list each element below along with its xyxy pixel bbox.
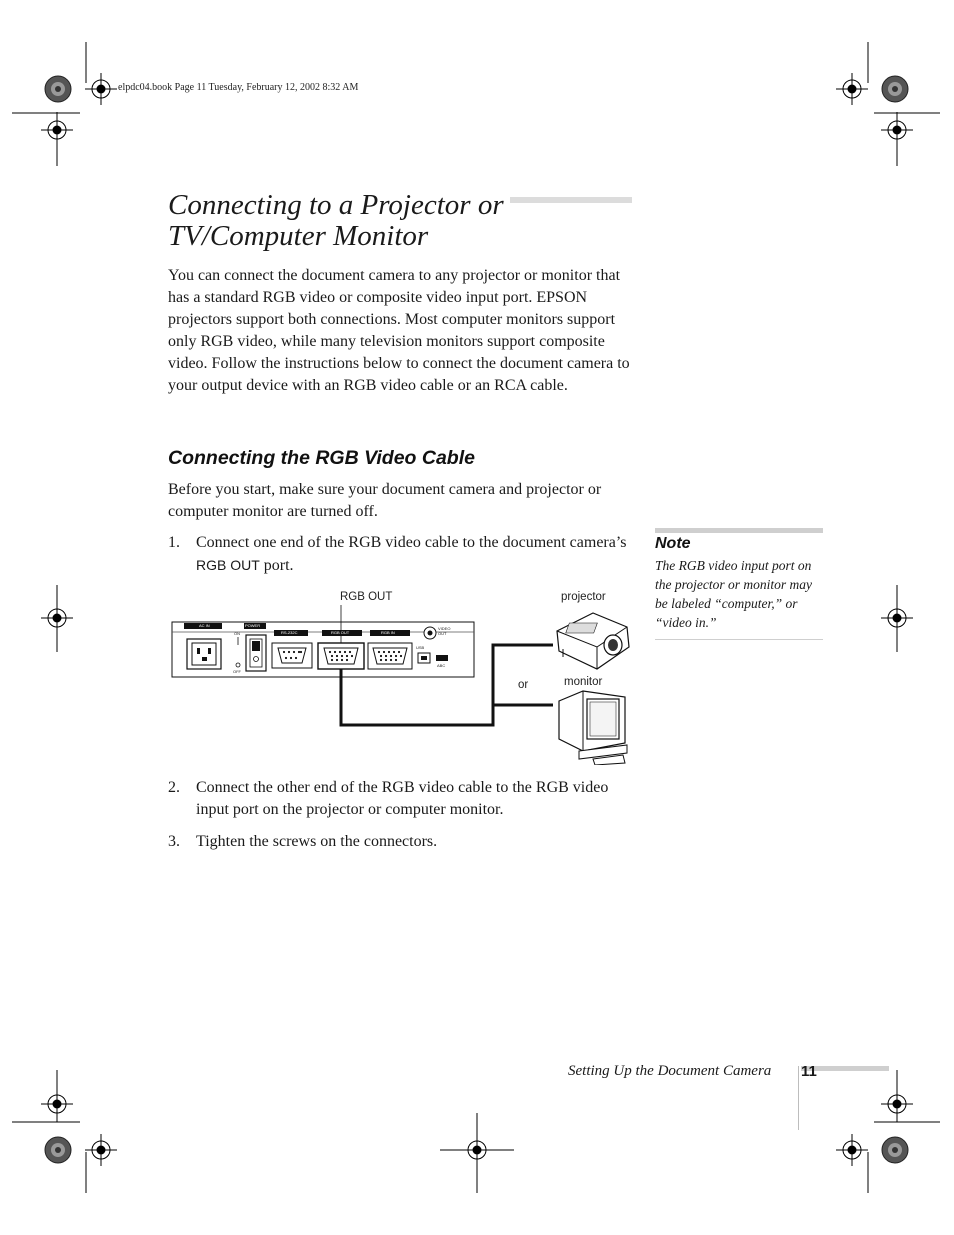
footer-rule bbox=[798, 1066, 799, 1130]
label-rgb-out: RGB OUT bbox=[340, 591, 393, 603]
label-power: POWER bbox=[245, 623, 261, 628]
label-off: OFF bbox=[233, 669, 241, 674]
note-rule bbox=[655, 639, 823, 640]
label-rs232c: RS-232C bbox=[281, 630, 298, 635]
note-bar bbox=[655, 528, 823, 533]
title-line-1: Connecting to a Projector or bbox=[168, 189, 510, 221]
label-projector: projector bbox=[561, 591, 606, 603]
print-info: elpdc04.book Page 11 Tuesday, February 12, 2002 8:32 AM bbox=[118, 82, 359, 93]
step-text: Connect one end of the RGB video cable to the document camera’s RGB OUT port. bbox=[196, 534, 627, 574]
running-footer: Setting Up the Document Camera bbox=[568, 1063, 772, 1079]
title-line-2: TV/Computer Monitor bbox=[168, 220, 429, 252]
note-title: Note bbox=[655, 535, 691, 552]
label-ac-in: AC IN bbox=[199, 623, 210, 628]
section-heading: Connecting the RGB Video Cable bbox=[168, 447, 475, 469]
label-abc: ABC bbox=[437, 663, 446, 668]
step-text: Tighten the screws on the connectors. bbox=[196, 833, 438, 850]
label-monitor: monitor bbox=[564, 676, 603, 688]
note-body: The RGB video input port on the projector or monitor may be labeled “computer,” or “video in.” bbox=[655, 558, 812, 630]
connection-diagram bbox=[168, 585, 638, 765]
step-number: 1. bbox=[168, 534, 180, 551]
label-panel-rgb-out: RGB OUT bbox=[331, 630, 350, 635]
step-number: 2. bbox=[168, 779, 180, 796]
label-on: ON bbox=[234, 631, 240, 636]
port-name: RGB OUT bbox=[196, 557, 260, 573]
step-text: Connect the other end of the RGB video cable to the RGB video input port on the projector or computer monitor. bbox=[196, 779, 609, 818]
intro-paragraph: You can connect the document camera to any projector or monitor that has a standard RGB video or composite video input port. EPSON projectors support both connections. Most computer monitors support only RGB video, while many television monitors support composite video. Follow the instructions below to connect the document camera to your output device with an RGB video cable or an RCA cable. bbox=[168, 267, 630, 394]
label-usb: USB bbox=[416, 645, 425, 650]
label-rgb-in: RGB IN bbox=[381, 630, 395, 635]
step-number: 3. bbox=[168, 833, 180, 850]
page-title bbox=[168, 190, 638, 252]
before-paragraph: Before you start, make sure your document camera and projector or computer monitor are turned off. bbox=[168, 481, 602, 520]
label-or: or bbox=[518, 679, 529, 691]
page-number: 11 bbox=[801, 1063, 817, 1080]
label-video-out: VIDEO OUT bbox=[438, 626, 451, 636]
diagram-svg bbox=[168, 585, 638, 765]
